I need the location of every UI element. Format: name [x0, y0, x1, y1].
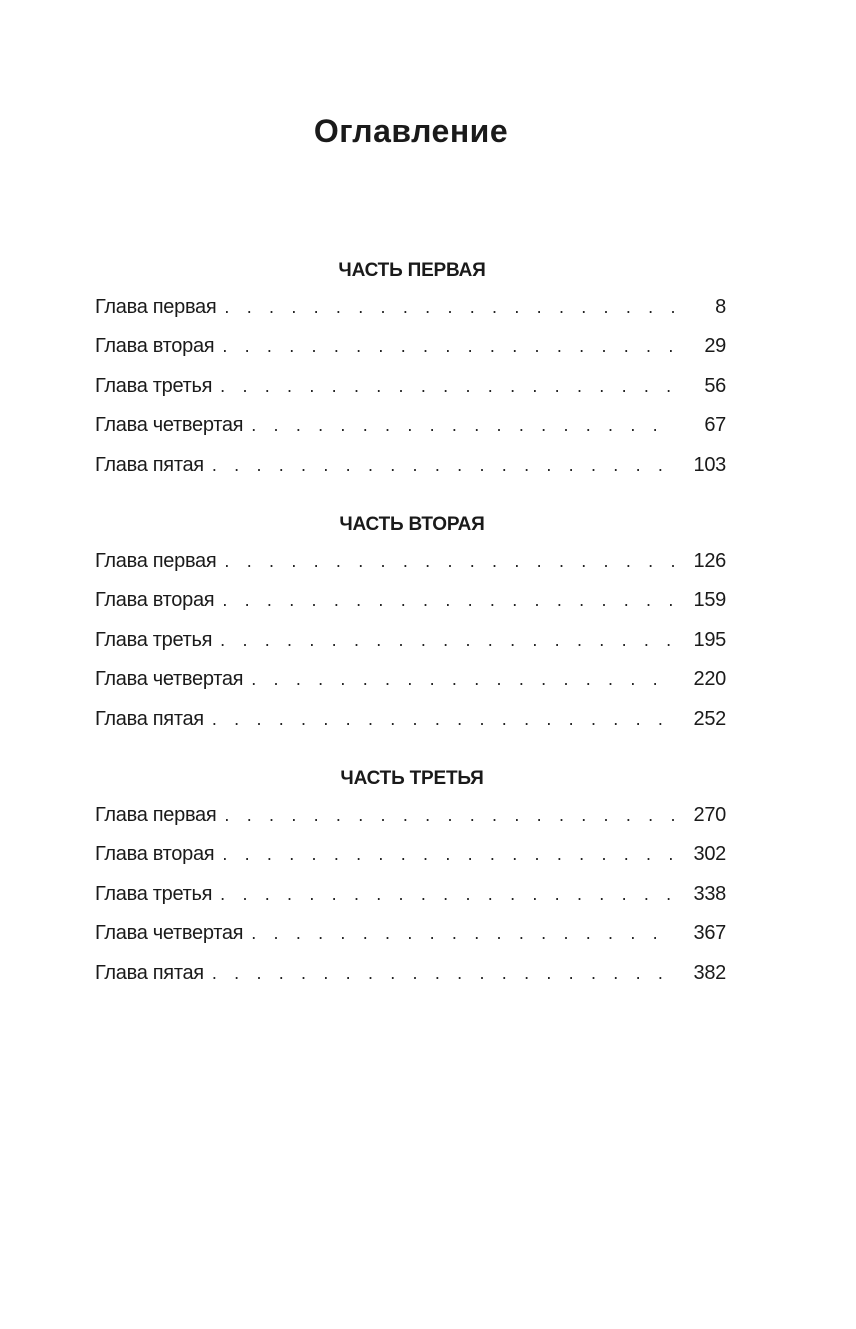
chapter-list	[95, 796, 726, 993]
page-number: 252	[693, 707, 726, 730]
part-heading: ЧАСТЬ ПЕРВАЯ	[338, 260, 486, 281]
toc-entry[interactable]	[95, 446, 726, 485]
toc-part-1	[95, 254, 726, 485]
chapter-title: Глава пятая	[95, 707, 204, 730]
page-number: 159	[693, 589, 726, 612]
page-number: 67	[704, 414, 726, 437]
dot-leader	[212, 446, 676, 485]
toc-part-3	[95, 762, 726, 993]
dot-leader	[220, 875, 676, 914]
page-number: 382	[693, 961, 726, 984]
dot-leader	[222, 327, 676, 366]
toc-entry[interactable]	[95, 406, 726, 445]
chapter-title: Глава четвертая	[95, 414, 244, 437]
chapter-title: Глава вторая	[95, 335, 215, 358]
chapter-title: Глава первая	[95, 550, 217, 572]
chapter-title: Глава пятая	[95, 961, 204, 984]
dot-leader	[212, 700, 676, 739]
dot-leader	[224, 542, 676, 581]
toc-entry[interactable]	[95, 700, 726, 739]
chapter-title: Глава первая	[95, 296, 217, 318]
toc-entry[interactable]	[95, 660, 726, 699]
toc-entry[interactable]	[95, 542, 726, 581]
page-number: 195	[693, 628, 726, 651]
dot-leader	[251, 660, 676, 699]
toc-entry[interactable]	[95, 914, 726, 953]
chapter-title: Глава пятая	[95, 453, 204, 476]
page-number: 126	[693, 550, 726, 572]
page-number: 367	[693, 922, 726, 945]
page-number: 56	[704, 374, 726, 397]
chapter-title: Глава вторая	[95, 843, 215, 866]
dot-leader	[251, 406, 676, 445]
toc-entry[interactable]	[95, 875, 726, 914]
toc-entry[interactable]	[95, 796, 726, 835]
page-number: 29	[704, 335, 726, 358]
chapter-title: Глава третья	[95, 374, 213, 397]
chapter-title: Глава четвертая	[95, 922, 244, 945]
page-number: 302	[693, 843, 726, 866]
dot-leader	[224, 796, 676, 835]
toc-entry[interactable]	[95, 288, 726, 327]
part-heading: ЧАСТЬ ТРЕТЬЯ	[340, 768, 484, 789]
page-number: 270	[693, 804, 726, 826]
dot-leader	[251, 914, 676, 953]
toc-entry[interactable]	[95, 835, 726, 874]
toc-entry[interactable]	[95, 621, 726, 660]
chapter-title: Глава первая	[95, 804, 217, 826]
chapter-list	[95, 288, 726, 485]
part-heading: ЧАСТЬ ВТОРАЯ	[339, 514, 485, 535]
dot-leader	[220, 621, 676, 660]
dot-leader	[222, 581, 676, 620]
page-number: 338	[693, 882, 726, 905]
page-number: 103	[693, 453, 726, 476]
toc-part-2	[95, 508, 726, 739]
dot-leader	[222, 835, 676, 874]
toc-entry[interactable]	[95, 327, 726, 366]
page-number: 8	[715, 296, 726, 318]
toc-entry[interactable]	[95, 954, 726, 993]
chapter-title: Глава третья	[95, 882, 213, 905]
toc-entry[interactable]	[95, 367, 726, 406]
dot-leader	[224, 288, 676, 327]
chapter-list	[95, 542, 726, 739]
chapter-title: Глава четвертая	[95, 668, 244, 691]
page-number: 220	[693, 668, 726, 691]
dot-leader	[220, 367, 676, 406]
chapter-title: Глава третья	[95, 628, 213, 651]
chapter-title: Глава вторая	[95, 589, 215, 612]
toc-entry[interactable]	[95, 581, 726, 620]
dot-leader	[212, 954, 676, 993]
page-title: Оглавление	[313, 113, 509, 149]
